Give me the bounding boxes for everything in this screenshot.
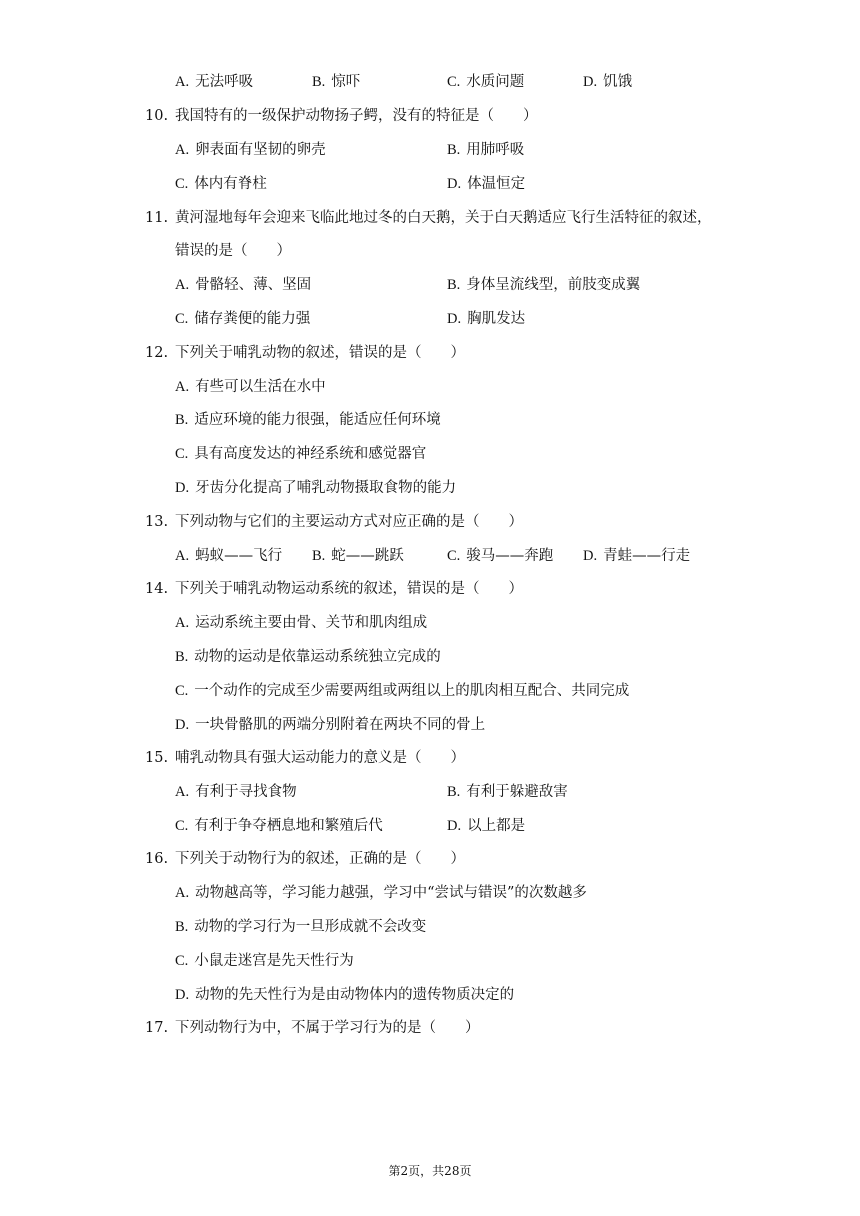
option-c: C. 小鼠走迷宫是先天性行为 <box>175 953 354 969</box>
question-text: 下列关于动物行为的叙述，正确的是（ ） <box>175 851 465 867</box>
option-a: A. 有利于寻找食物 <box>175 784 297 800</box>
option-d: D. 一块骨骼肌的两端分别附着在两块不同的骨上 <box>175 717 486 733</box>
page-footer: 第2页，共28页 <box>388 1164 472 1178</box>
option-d: D. 饥饿 <box>583 74 633 90</box>
question-text: 下列关于哺乳动物运动系统的叙述，错误的是（ ） <box>175 581 523 597</box>
option-b: B. 用肺呼吸 <box>447 142 525 158</box>
question-text: 黄河湿地每年会迎来飞临此地过冬的白天鹅，关于白天鹅适应飞行生活特征的叙述， <box>175 210 712 226</box>
question-text: 下列动物与它们的主要运动方式对应正确的是（ ） <box>175 514 523 530</box>
option-b: B. 惊吓 <box>312 74 361 90</box>
option-a: A. 卵表面有坚韧的卵壳 <box>175 142 326 158</box>
option-c: C. 有利于争夺栖息地和繁殖后代 <box>175 818 383 834</box>
option-c: C. 储存粪便的能力强 <box>175 311 311 327</box>
option-d: D. 以上都是 <box>447 818 526 834</box>
option-b: B. 动物的运动是依靠运动系统独立完成的 <box>175 649 441 665</box>
question-text: 下列关于哺乳动物的叙述，错误的是（ ） <box>175 345 465 361</box>
option-a: A. 有些可以生活在水中 <box>175 379 326 395</box>
option-c: C. 骏马——奔跑 <box>447 548 554 564</box>
option-b: B. 身体呈流线型，前肢变成翼 <box>447 277 641 293</box>
option-c: C. 水质问题 <box>447 74 525 90</box>
question-number: 17. <box>145 1020 169 1036</box>
option-d: D. 体温恒定 <box>447 176 526 192</box>
question-number: 10. <box>145 108 169 124</box>
question-text: 错误的是（ ） <box>175 243 291 259</box>
option-a: A. 动物越高等，学习能力越强，学习中“尝试与错误”的次数越多 <box>175 885 587 901</box>
option-d: D. 青蛙——行走 <box>583 548 691 564</box>
option-c: C. 一个动作的完成至少需要两组或两组以上的肌肉相互配合、共同完成 <box>175 683 630 699</box>
option-a: A. 无法呼吸 <box>175 74 254 90</box>
question-number: 14. <box>145 581 169 597</box>
option-b: B. 有利于躲避敌害 <box>447 784 568 800</box>
question-text: 我国特有的一级保护动物扬子鳄，没有的特征是（ ） <box>175 108 538 124</box>
question-number: 11. <box>145 210 169 226</box>
question-number: 12. <box>145 345 169 361</box>
question-text: 哺乳动物具有强大运动能力的意义是（ ） <box>175 750 465 766</box>
option-b: B. 适应环境的能力很强，能适应任何环境 <box>175 412 441 428</box>
option-c: C. 具有高度发达的神经系统和感觉器官 <box>175 446 427 462</box>
option-a: A. 骨骼轻、薄、坚固 <box>175 277 312 293</box>
option-a: A. 运动系统主要由骨、关节和肌肉组成 <box>175 615 428 631</box>
option-c: C. 体内有脊柱 <box>175 176 267 192</box>
option-d: D. 牙齿分化提高了哺乳动物摄取食物的能力 <box>175 480 457 496</box>
option-d: D. 胸肌发达 <box>447 311 526 327</box>
option-b: B. 蛇——跳跃 <box>312 548 404 564</box>
question-number: 13. <box>145 514 169 530</box>
option-b: B. 动物的学习行为一旦形成就不会改变 <box>175 919 427 935</box>
option-a: A. 蚂蚁——飞行 <box>175 548 283 564</box>
question-number: 15. <box>145 750 169 766</box>
question-number: 16. <box>145 851 169 867</box>
option-d: D. 动物的先天性行为是由动物体内的遗传物质决定的 <box>175 987 515 1003</box>
question-text: 下列动物行为中，不属于学习行为的是（ ） <box>175 1020 480 1036</box>
